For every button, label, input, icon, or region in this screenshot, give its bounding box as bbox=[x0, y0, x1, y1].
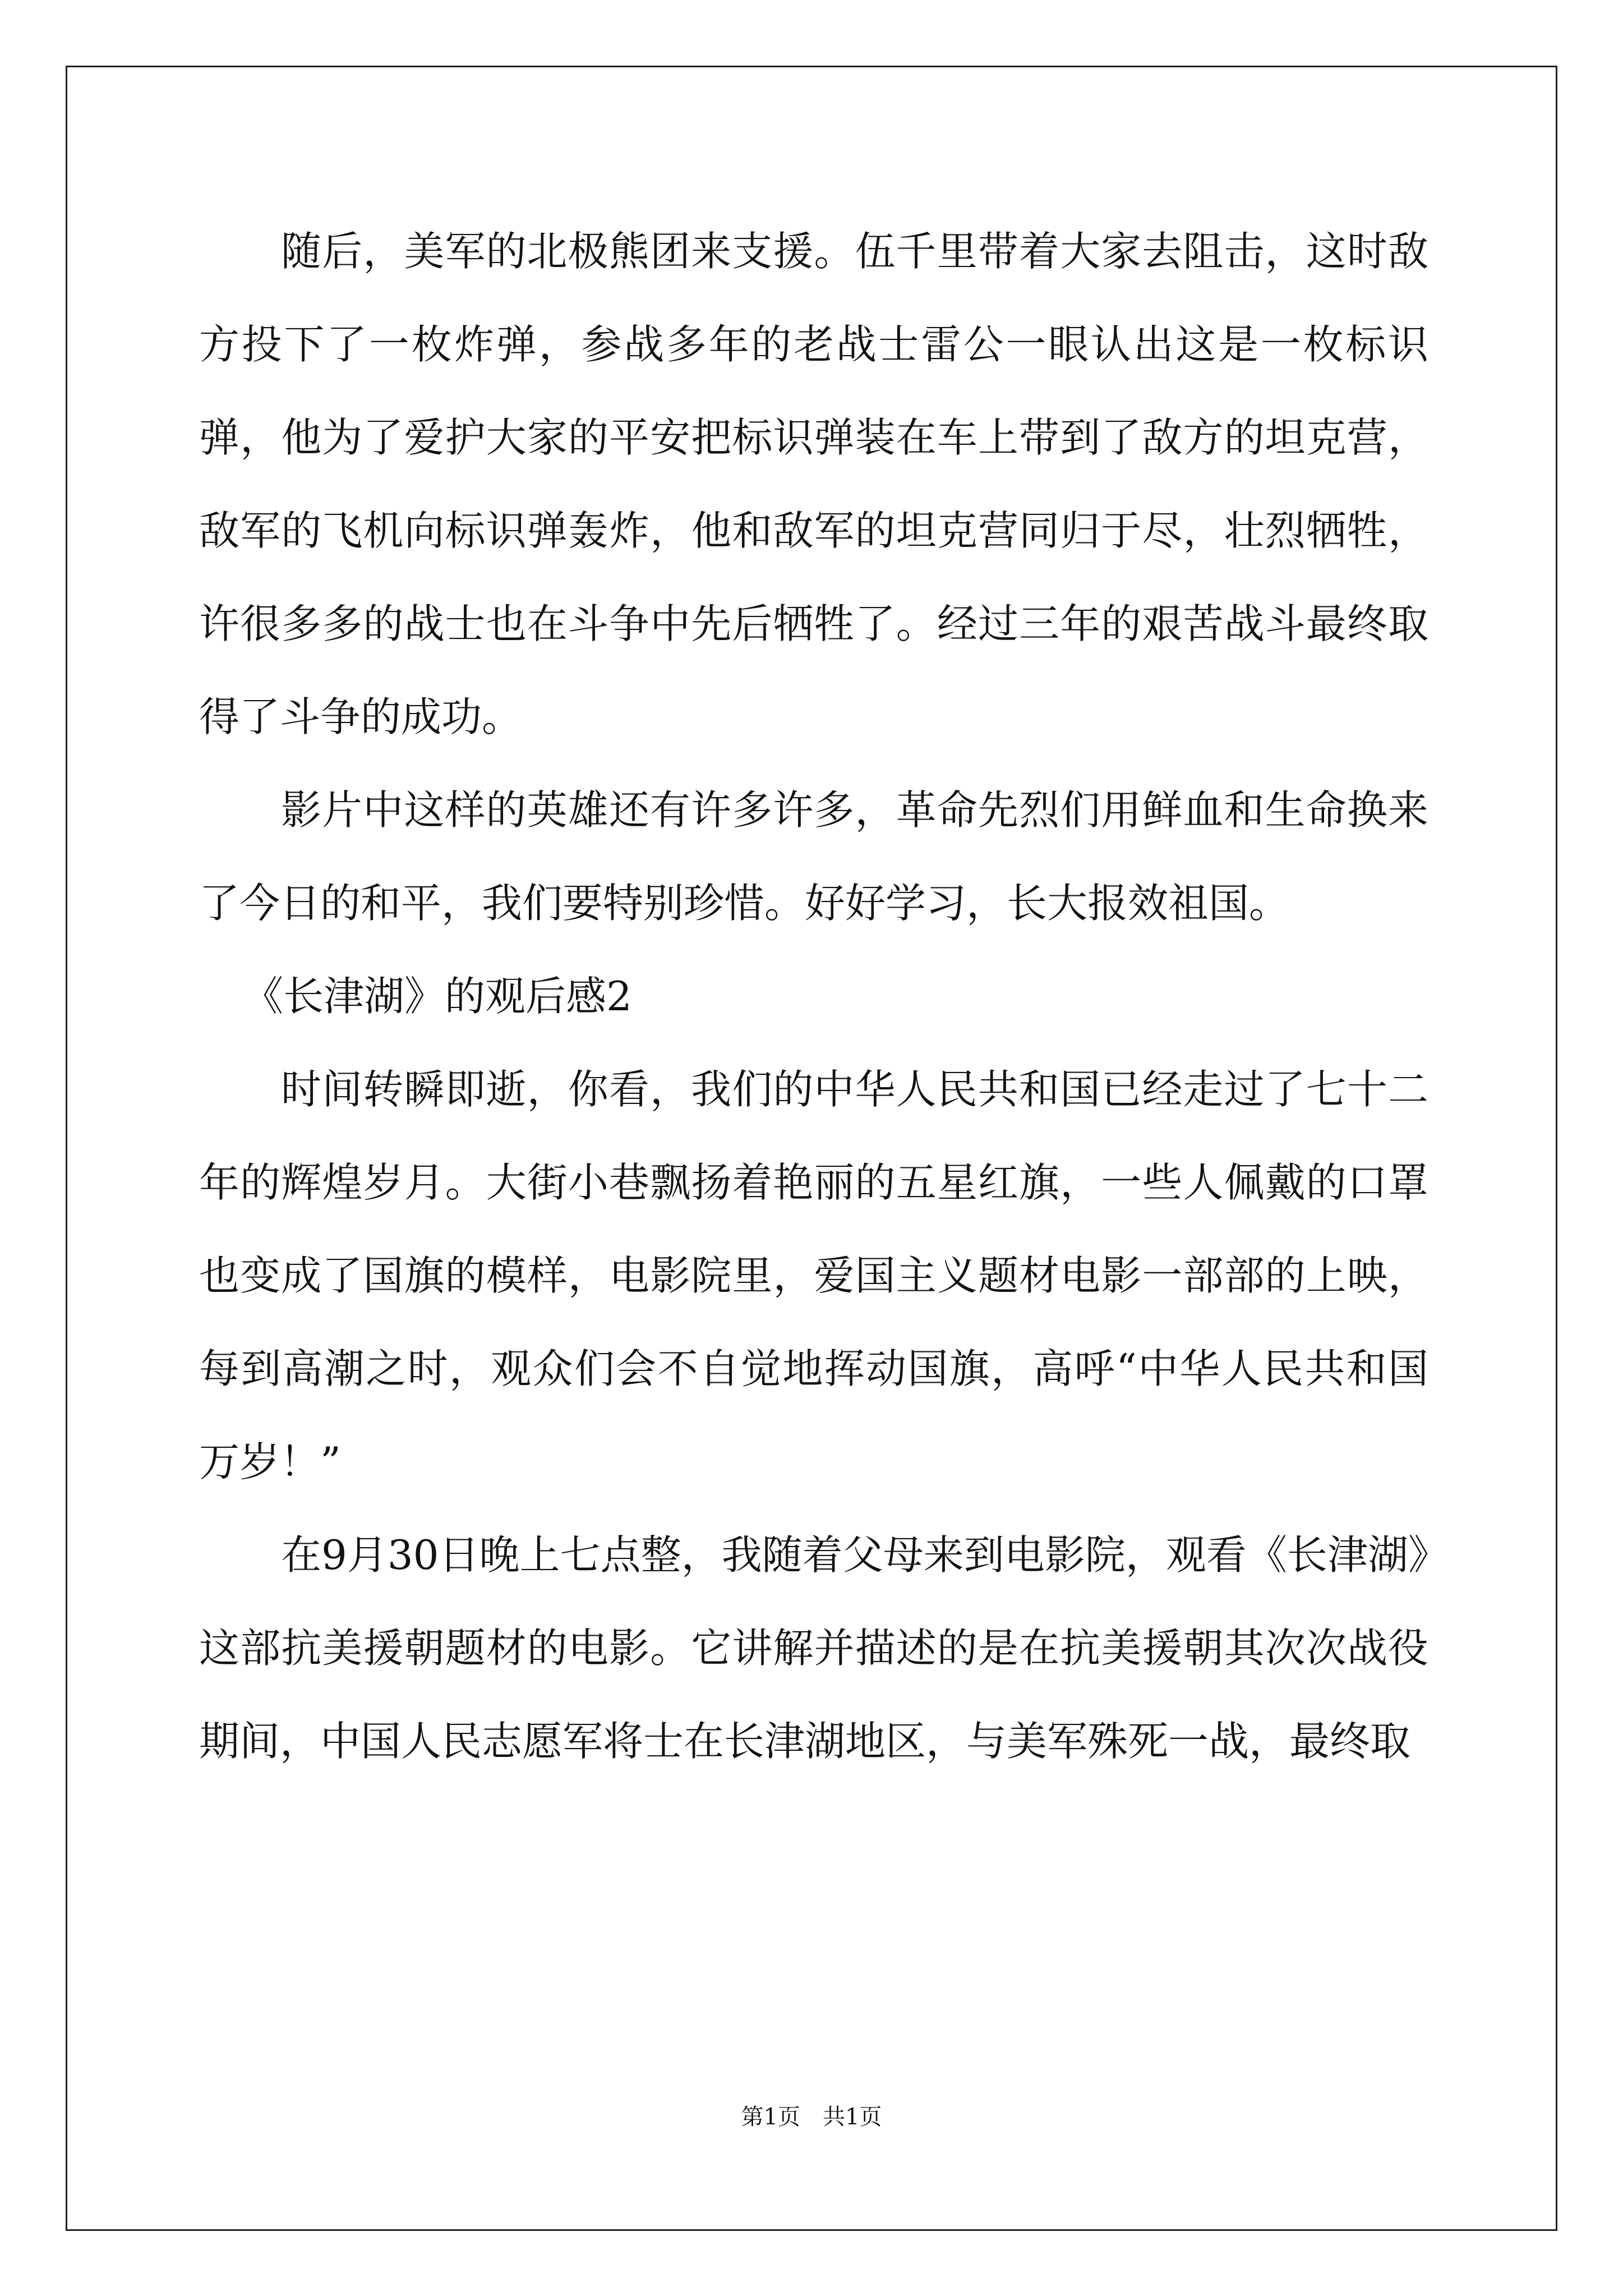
document-body bbox=[199, 205, 1428, 1788]
paragraph-2: 影片中这样的英雄还有许多许多，革命先烈们用鲜血和生命换来了今日的和平，我们要特别珍惜。好好学习，长大报效祖国。 bbox=[199, 786, 1428, 927]
section-heading: 《长津湖》的观后感2 bbox=[243, 973, 632, 1020]
page-footer: 第1页 共1页 bbox=[741, 2104, 882, 2130]
paragraph-1: 随后，美军的北极熊团来支援。伍千里带着大家去阻击，这时敌方投下了一枚炸弹，参战多年的老战士雷公一眼认出这是一枚标识弹，他为了爱护大家的平安把标识弹装在车上带到了敌方的坦克营，敌军的飞机向标识弹轰炸，他和敌军的坦克营同归于尽，壮烈牺牲，许很多多的战士也在斗争中先后牺牲了。经过三年的艰苦战斗最终取得了斗争的成功。 bbox=[199, 228, 1428, 740]
paragraph-3: 时间转瞬即逝，你看，我们的中华人民共和国已经走过了七十二年的辉煌岁月。大街小巷飘扬着艳丽的五星红旗，一些人佩戴的口罩也变成了国旗的模样，电影院里，爱国主义题材电影一部部的上映，每到高潮之时，观众们会不自觉地挥动国旗，高呼“中华人民共和国万岁！” bbox=[199, 1066, 1428, 1485]
paragraph-4: 在9月30日晚上七点整，我随着父母来到电影院，观看《长津湖》这部抗美援朝题材的电影。它讲解并描述的是在抗美援朝其次次战役期间，中国人民志愿军将士在长津湖地区，与美军殊死一战，最终取 bbox=[199, 1531, 1428, 1765]
